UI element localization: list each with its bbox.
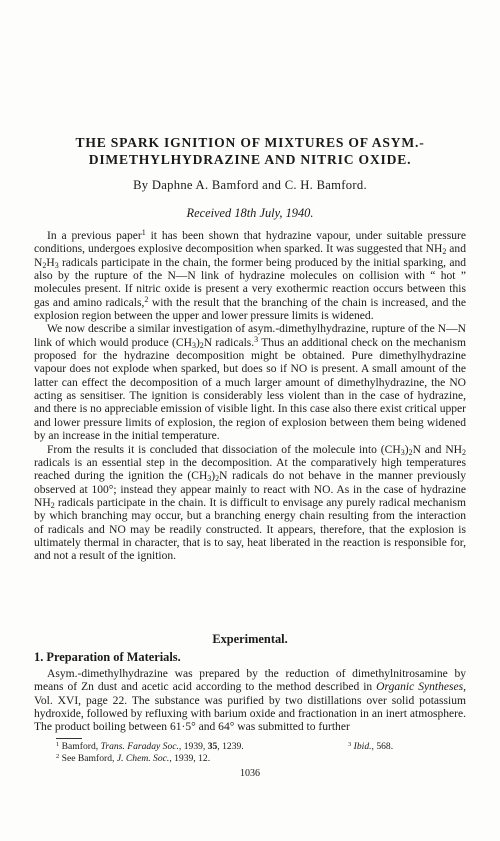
experimental-body (34, 668, 466, 735)
author-line: By Daphne A. Bamford and C. H. Bamford. (133, 178, 367, 192)
subsection-heading-materials: 1. Preparation of Materials. (34, 650, 181, 664)
page-number: 1036 (240, 768, 260, 779)
paragraph-3: From the results it is concluded that dissociation of the molecule into $(CH_3)_2N$ and $NH_2$ radicals is an essential step in the decomposition. At the comparatively high temperatures reached during the ignition the $(CH_3)_2N$ radicals do not behave in the manner previously observed at 100°; instead they appear mainly to react with NO. As in the case of hydrazine $NH_2$ radicals participate in the chain. It is difficult to envisage any purely radical mechanism by which branching may occur, but a branching energy chain resulting from the interaction of radicals and NO may be readily constructed. It appears, therefore, that the explosion is ultimately thermal in character, that is to say, heat liberated in the reaction is responsible for, and not a result of the ignition. (34, 443, 467, 563)
introduction-body (34, 230, 466, 564)
received-date: Received 18th July, 1940. (186, 206, 314, 220)
footnote-3: $^3$ Ibid., 568. (348, 741, 394, 752)
paragraph-2: We now describe a similar investigation of asym.-dimethylhydrazine, rupture of the N—N link of which would produce $(CH_3)_2N$ radicals.$^3$ Thus an additional check on the mechanism proposed for the hydrazine decomposition might be obtained. Pure dimethylhydrazine vapour does not explode when sparked, but does so if NO is present. A small amount of the latter can effect the decomposition of a much larger amount of dimethylhydrazine, the NO acting as sensitiser. The ignition is considerably less violent than in the case of hydrazine, and there is no appreciable emission of visible light. In this case also there exist critical upper and lower pressure limits of explosion, the region of explosion between them being widened by an increase in the initial temperature. (34, 323, 466, 443)
footnote-ref-2: 2 (144, 294, 149, 304)
footnote-row-1 (56, 741, 466, 753)
footnote-ref-3: 3 (254, 334, 259, 344)
paragraph-4: Asym.-dimethylhydrazine was prepared by the reduction of dimethylnitrosamine by means of Zn dust and acetic acid according to the method described in Organic Syntheses, Vol. XVI, page 22. The substance was purified by two distillations over solid potassium hydroxide, followed by refluxing with barium oxide and fractionation in an inert atmosphere. The product boiling between 61·5° and 64° was submitted to further (34, 668, 466, 734)
paper-title (34, 134, 466, 168)
title-line-2: DIMETHYLHYDRAZINE AND NITRIC OXIDE. (88, 152, 412, 167)
title-line-1: THE SPARK IGNITION OF MIXTURES OF ASYM.- (75, 135, 425, 150)
footnote-ref-1: 1 (141, 228, 146, 237)
footnote-rule (56, 738, 82, 739)
section-heading-experimental: Experimental. (212, 632, 288, 646)
footnote-2: $^2$ See Bamford, J. Chem. Soc., 1939, 12. (56, 752, 211, 764)
footnotes (56, 741, 466, 764)
paragraph-1: In a previous paper$^1$ it has been shown that hydrazine vapour, under suitable pressure conditions, undergoes explosive decomposition when sparked. It was suggested that $NH_2$ and $N_2H_3$ radicals participate in the chain, the former being produced by the initial sparking, and also by the rupture of the N—N link of hydrazine molecules on collision with “ hot ” molecules present. If nitric oxide is present a very exothermic reaction occurs between this gas and amino radicals,$^2$ with the result that the branching of the chain is increased, and the explosion region between the upper and lower pressure limits is widened. (34, 228, 467, 323)
paper-page (34, 0, 466, 841)
footnote-1: $^1$ Bamford, Trans. Faraday Soc., 1939, 35, 1239. (56, 741, 244, 752)
